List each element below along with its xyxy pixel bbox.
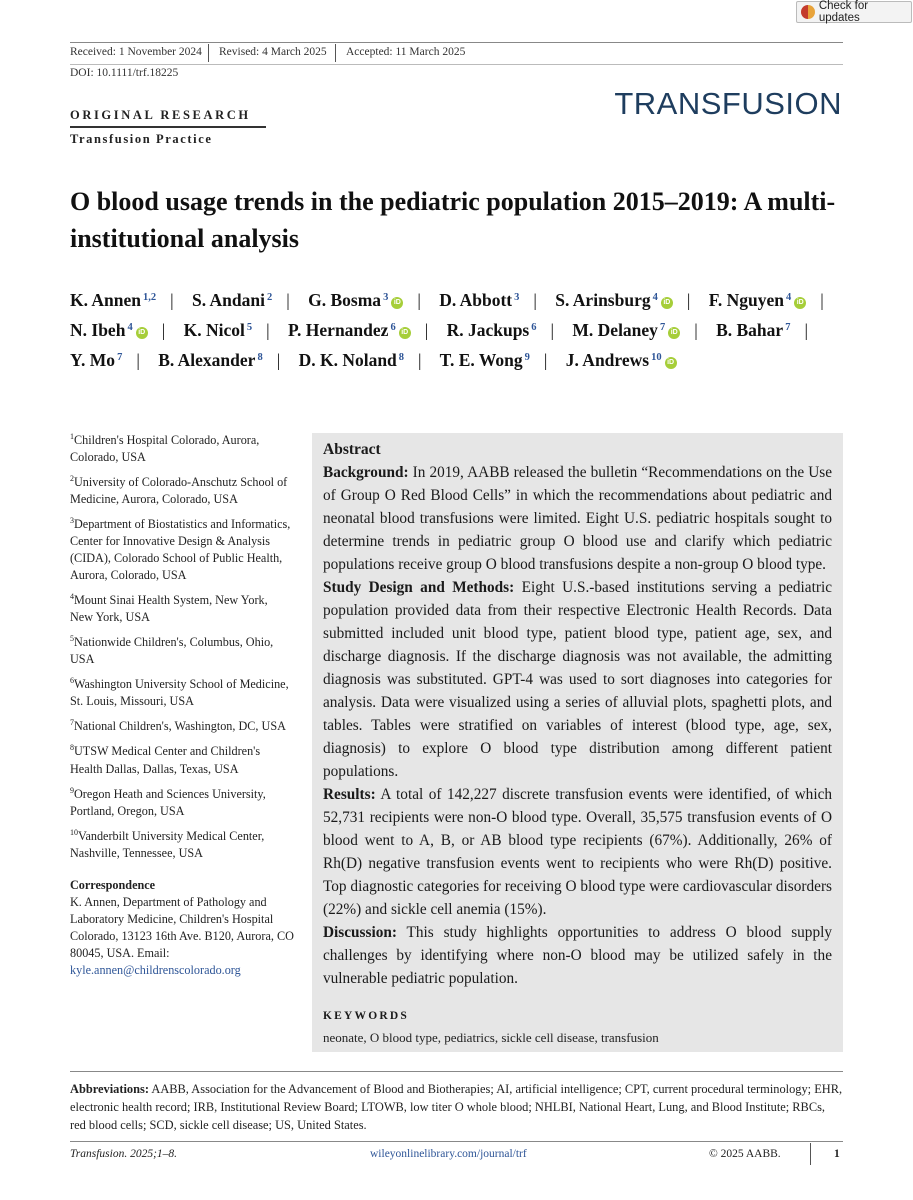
abbreviations-rule: [70, 1071, 843, 1072]
check-for-updates-label: Check for updates: [818, 0, 869, 24]
abstract-section-label: Discussion:: [323, 924, 397, 941]
page-number: 1: [834, 1148, 840, 1160]
affiliation: [70, 428, 292, 466]
correspondence-heading: Correspondence: [70, 878, 156, 892]
affiliation: [70, 630, 292, 668]
author-separator: |: [266, 320, 270, 340]
affiliation-number: 4: [70, 592, 74, 602]
affiliation: [70, 588, 292, 626]
footer-copyright: © 2025 AABB.: [709, 1148, 781, 1160]
affiliation-text: UTSW Medical Center and Children's Health Dallas, Dallas, Texas, USA: [70, 744, 261, 776]
affiliation-text: Oregon Heath and Sciences University, Portland, Oregon, USA: [70, 786, 266, 818]
author-name: P. Hernandez: [287, 320, 389, 340]
abstract-section-label: Results:: [323, 786, 376, 803]
affiliation-marker[interactable]: 2: [266, 292, 273, 303]
author-name: M. Delaney: [572, 320, 658, 340]
affiliation-number: 10: [70, 827, 78, 837]
article-category: ORIGINAL RESEARCH: [70, 108, 251, 122]
orcid-icon[interactable]: iD: [668, 327, 680, 339]
affiliation-marker[interactable]: 3: [514, 292, 520, 303]
affiliation-number: 1: [70, 432, 74, 441]
received-date: Received: 1 November 2024: [70, 46, 202, 58]
category-rule: [70, 126, 266, 128]
affiliation-number: 3: [70, 516, 74, 526]
meta-divider: [335, 44, 336, 62]
affiliation-marker[interactable]: 10: [651, 352, 662, 363]
affiliation-marker[interactable]: 7: [785, 322, 791, 333]
affiliations: [70, 428, 292, 866]
affiliation-marker[interactable]: 4: [127, 322, 133, 333]
author-name: F. Nguyen: [708, 290, 784, 310]
footer-citation: Transfusion. 2025;1–8.: [70, 1148, 178, 1160]
affiliation-number: 6: [70, 676, 74, 686]
correspondence-text: K. Annen, Department of Pathology and Laboratory Medicine, Children's Hospital Colorado, 13123 16th Ave. B120, Aurora, CO 80045, USA.: [70, 895, 294, 960]
abstract-box: [312, 433, 843, 1052]
author[interactable]: [439, 290, 519, 310]
affiliation: [70, 714, 292, 735]
affiliation-text: Mount Sinai Health System, New York, New York, USA: [70, 593, 268, 625]
author[interactable]: [440, 350, 530, 370]
author-separator: |: [694, 320, 698, 340]
abbreviations-heading: Abbreviations:: [70, 1082, 149, 1096]
abbreviations: [70, 1080, 843, 1134]
author-separator: |: [424, 320, 429, 340]
author-name: J. Andrews: [565, 350, 650, 370]
author-separator: |: [820, 290, 824, 310]
footer-url[interactable]: wileyonlinelibrary.com/journal/trf: [370, 1148, 527, 1160]
abstract-section-text: Eight U.S.-based institutions serving a pediatric population provided data from their respective Electronic Health Records. Data submitted included unit blood type, patient blood type, patient age, sex, and discharge diagnosis. If the discharge diagnosis was not available, the admitting diagnosis was substituted. GPT-4 was used to sort diagnoses into categories for analysis. Data were visualized using a series of alluvial plots, spaghetti plots, and tables. Tables were stratified on variables of interest (blood type, age, sex, diagnosis) to explore O blood type distribution among different patient populations.: [323, 579, 832, 780]
author-name: S. Arinsburg: [555, 290, 651, 310]
affiliation-marker[interactable]: 6: [531, 322, 537, 333]
affiliation-text: Nationwide Children's, Columbus, Ohio, USA: [70, 635, 274, 667]
affiliation-number: 8: [70, 743, 74, 753]
meta-rule: [70, 64, 843, 65]
footer-divider: [810, 1143, 811, 1165]
affiliation-marker[interactable]: 8: [398, 352, 405, 363]
journal-logo: TRANSFUSION: [614, 86, 842, 121]
author[interactable]: [288, 320, 411, 340]
author-separator: |: [550, 320, 555, 340]
affiliation-marker[interactable]: 1,2: [143, 292, 157, 303]
author[interactable]: [158, 350, 262, 370]
affiliation-marker[interactable]: 6: [390, 322, 396, 333]
affiliation: [70, 512, 292, 584]
abstract-section: [323, 921, 832, 990]
affiliation: [70, 672, 292, 710]
orcid-icon[interactable]: iD: [136, 327, 148, 339]
author-name: B. Bahar: [716, 320, 784, 340]
abstract-section-label: Background:: [323, 464, 409, 481]
abstract-section: [323, 461, 832, 576]
abstract-section-text: In 2019, AABB released the bulletin “Recommendations on the Use of Group O Red Blood Cells” in which the recommendations about pediatric and neonatal blood transfusions were limited. Eight U.S. pediatric hospitals sought to determine trends in pediatric group O blood use and clarify which pediatric populations receive group O blood transfusions despite a non-group O blood type.: [323, 464, 832, 573]
author[interactable]: [70, 350, 122, 370]
author-separator: |: [136, 350, 140, 370]
author-name: K. Nicol: [183, 320, 245, 340]
author-name: D. Abbott: [439, 290, 513, 310]
orcid-icon[interactable]: iD: [661, 297, 673, 309]
author-name: G. Bosma: [308, 290, 382, 310]
author-name: B. Alexander: [158, 350, 256, 370]
abstract-section: [323, 576, 832, 783]
affiliation-number: 7: [70, 718, 74, 728]
affiliation-marker[interactable]: 8: [257, 352, 263, 363]
author[interactable]: [70, 290, 156, 310]
affiliation: [70, 739, 292, 777]
author[interactable]: [572, 320, 680, 340]
author-name: K. Annen: [70, 290, 141, 310]
abstract-section: [323, 783, 832, 921]
affiliation-number: 5: [70, 634, 74, 644]
author[interactable]: [192, 290, 272, 310]
correspondence: [70, 877, 300, 979]
author[interactable]: [184, 320, 253, 340]
affiliation: [70, 782, 292, 820]
affiliation-text: University of Colorado-Anschutz School of Medicine, Aurora, Colorado, USA: [70, 475, 288, 507]
author-name: T. E. Wong: [439, 350, 523, 370]
author-separator: |: [276, 350, 281, 370]
author[interactable]: [447, 320, 537, 340]
author-separator: |: [286, 290, 290, 310]
orcid-icon[interactable]: iD: [794, 297, 806, 309]
affiliation-marker[interactable]: 4: [785, 292, 792, 303]
revised-date: Revised: 4 March 2025: [219, 46, 327, 58]
affiliation-text: Vanderbilt University Medical Center, Nashville, Tennessee, USA: [70, 828, 265, 860]
abstract-section-text: This study highlights opportunities to address O blood supply challenges by identifying where non-O blood may be utilized safely in the vulnerable pediatric population.: [323, 924, 832, 987]
affiliation-marker[interactable]: 3: [383, 292, 389, 303]
affiliation-text: Department of Biostatistics and Informatics, Center for Innovative Design & Analysis (CIDA), Colorado School of Public Health, Aurora, Colorado, USA: [70, 517, 291, 583]
author-separator: |: [170, 290, 174, 310]
affiliation-marker[interactable]: 7: [117, 352, 123, 363]
abstract-heading: Abstract: [323, 441, 381, 458]
author[interactable]: [555, 290, 673, 310]
abstract-section-text: A total of 142,227 discrete transfusion events were identified, of which 52,731 recipients were non-O blood type. Overall, 35,575 transfusion events of O blood went to A, B, or AB blood type recipients (67%). Additionally, 26% of Rh(D) negative transfusion events went to recipients who were Rh(D) positive. Top diagnostic categories for receiving O blood type were cardiovascular disorders (22%) and sickle cell anemia (15%).: [323, 786, 833, 918]
affiliation: [70, 824, 292, 862]
author-name: Y. Mo: [70, 350, 116, 370]
author-name: S. Andani: [192, 290, 265, 310]
author-separator: |: [533, 290, 537, 310]
abstract-section-label: Study Design and Methods:: [323, 579, 515, 596]
abbreviations-text: AABB, Association for the Advancement of Blood and Biotherapies; AI, artificial intelligence; CPT, current procedural terminology; EHR, electronic health record; IRB, Institutional Review Board; LTOWB, low titer O whole blood; NHLBI, National Heart, Lung, and Blood Institute; RBCs, red blood cells; SCD, sickle cell disease; US, United States.: [70, 1082, 843, 1132]
author-name: R. Jackups: [446, 320, 530, 340]
article-subcategory: Transfusion Practice: [70, 132, 213, 146]
paper-title: O blood usage trends in the pediatric population 2015–2019: A multi-institutional analysis: [70, 187, 836, 253]
keywords: neonate, O blood type, pediatrics, sickle cell disease, transfusion: [323, 1030, 659, 1045]
meta-divider: [208, 44, 209, 62]
author[interactable]: [308, 290, 403, 310]
footer-rule: [70, 1141, 843, 1142]
author-separator: |: [417, 290, 421, 310]
keywords-heading: KEYWORDS: [323, 1010, 409, 1022]
orcid-icon[interactable]: iD: [399, 327, 411, 339]
email-label: Email:: [137, 946, 170, 960]
author-name: D. K. Noland: [298, 350, 397, 370]
author-separator: |: [418, 350, 422, 370]
affiliation-number: 9: [70, 785, 74, 795]
author-separator: |: [686, 290, 691, 310]
affiliation-marker[interactable]: 7: [659, 322, 666, 333]
author[interactable]: [566, 350, 677, 370]
affiliation-marker[interactable]: 4: [652, 292, 658, 303]
author-separator: |: [804, 320, 808, 340]
doi[interactable]: DOI: 10.1111/trf.18225: [70, 67, 179, 79]
author-separator: |: [161, 320, 166, 340]
email-link[interactable]: kyle.annen@childrenscolorado.org: [70, 963, 241, 977]
accepted-date: Accepted: 11 March 2025: [346, 46, 466, 58]
crossmark-icon: [801, 5, 815, 19]
author[interactable]: [709, 290, 806, 310]
orcid-icon[interactable]: iD: [391, 297, 403, 309]
affiliation-text: Washington University School of Medicine, St. Louis, Missouri, USA: [70, 677, 289, 709]
author[interactable]: [70, 320, 148, 340]
affiliation-marker[interactable]: 5: [246, 322, 253, 333]
abstract-body: [323, 461, 832, 990]
author-separator: |: [543, 350, 548, 370]
author[interactable]: [716, 320, 790, 340]
affiliation-marker[interactable]: 9: [524, 352, 530, 363]
orcid-icon[interactable]: iD: [665, 357, 677, 369]
check-for-updates-button[interactable]: [796, 1, 912, 23]
author-name: N. Ibeh: [70, 320, 126, 340]
affiliation: [70, 470, 292, 508]
affiliation-text: Children's Hospital Colorado, Aurora, Colorado, USA: [70, 433, 260, 465]
author-list: [70, 284, 860, 374]
top-rule: [70, 42, 843, 43]
author[interactable]: [299, 350, 404, 370]
affiliation-number: 2: [70, 474, 74, 484]
affiliation-text: National Children's, Washington, DC, USA: [74, 719, 286, 734]
